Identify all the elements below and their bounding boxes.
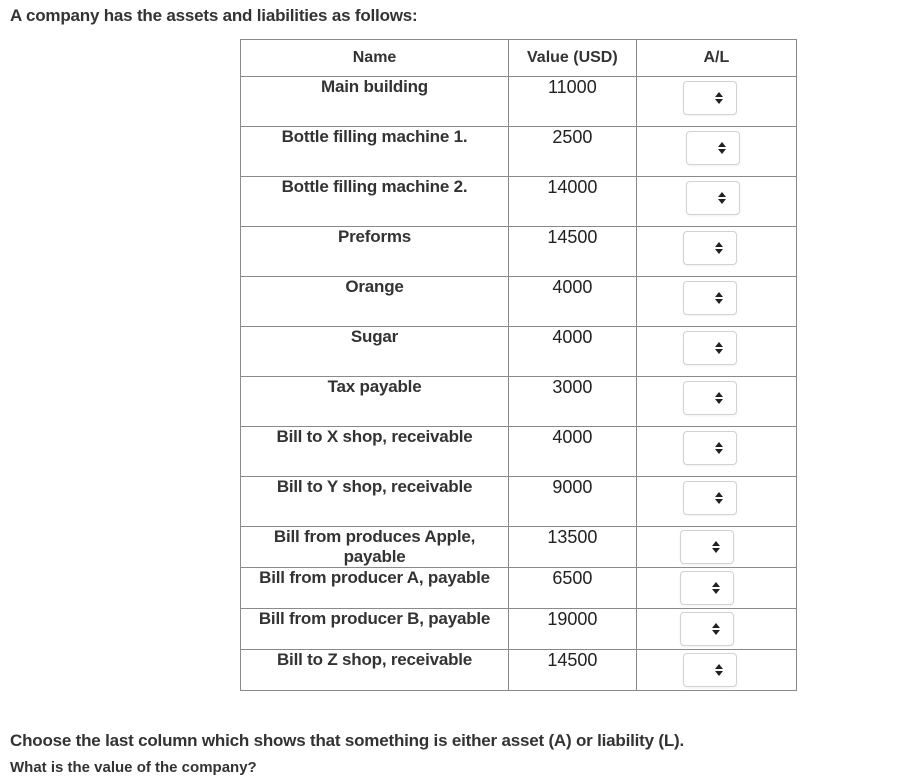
table-row bbox=[241, 527, 797, 568]
up-down-arrows-icon bbox=[715, 392, 723, 404]
al-select[interactable] bbox=[683, 281, 737, 315]
up-down-arrows-icon bbox=[718, 192, 726, 204]
question-text: What is the value of the company? bbox=[10, 759, 257, 776]
table-row bbox=[241, 427, 797, 477]
row-al-cell bbox=[636, 609, 796, 650]
row-name: Bottle filling machine 2. bbox=[241, 177, 509, 227]
table-row bbox=[241, 327, 797, 377]
row-al-cell bbox=[636, 227, 796, 277]
assets-liabilities-table bbox=[240, 39, 797, 691]
al-select[interactable] bbox=[683, 653, 737, 687]
al-select[interactable] bbox=[683, 481, 737, 515]
row-al-cell bbox=[636, 377, 796, 427]
row-name: Bill to Z shop, receivable bbox=[241, 650, 509, 691]
up-down-arrows-icon bbox=[715, 664, 723, 676]
row-value: 3000 bbox=[509, 377, 637, 427]
row-value: 14500 bbox=[509, 650, 637, 691]
row-al-cell bbox=[636, 77, 796, 127]
al-select[interactable] bbox=[680, 571, 734, 605]
up-down-arrows-icon bbox=[712, 582, 720, 594]
row-value: 4000 bbox=[509, 427, 637, 477]
row-value: 13500 bbox=[509, 527, 637, 568]
row-name: Bill to Y shop, receivable bbox=[241, 477, 509, 527]
row-name: Bottle filling machine 1. bbox=[241, 127, 509, 177]
instruction-text: Choose the last column which shows that something is either asset (A) or liability (L). bbox=[10, 731, 685, 750]
al-select[interactable] bbox=[683, 231, 737, 265]
row-value: 14000 bbox=[509, 177, 637, 227]
row-al-cell bbox=[636, 427, 796, 477]
row-name: Bill from produces Apple, payable bbox=[241, 527, 509, 568]
header-value-label: Value (USD) bbox=[527, 49, 618, 66]
table-header-row bbox=[241, 40, 797, 77]
row-name: Bill to X shop, receivable bbox=[241, 427, 509, 477]
row-al-cell bbox=[636, 527, 796, 568]
up-down-arrows-icon bbox=[715, 292, 723, 304]
up-down-arrows-icon bbox=[712, 541, 720, 553]
row-value: 11000 bbox=[509, 77, 637, 127]
up-down-arrows-icon bbox=[715, 442, 723, 454]
table-row bbox=[241, 568, 797, 609]
table-row bbox=[241, 377, 797, 427]
up-down-arrows-icon bbox=[715, 242, 723, 254]
al-select[interactable] bbox=[686, 181, 740, 215]
row-al-cell bbox=[636, 277, 796, 327]
al-select[interactable] bbox=[686, 131, 740, 165]
up-down-arrows-icon bbox=[715, 492, 723, 504]
row-value: 6500 bbox=[509, 568, 637, 609]
row-name: Sugar bbox=[241, 327, 509, 377]
row-value: 2500 bbox=[509, 127, 637, 177]
row-al-cell bbox=[636, 127, 796, 177]
row-value: 14500 bbox=[509, 227, 637, 277]
row-al-cell bbox=[636, 177, 796, 227]
al-select[interactable] bbox=[683, 81, 737, 115]
row-name: Preforms bbox=[241, 227, 509, 277]
up-down-arrows-icon bbox=[718, 142, 726, 154]
row-al-cell bbox=[636, 568, 796, 609]
row-name: Bill from producer B, payable bbox=[241, 609, 509, 650]
al-select[interactable] bbox=[680, 612, 734, 646]
up-down-arrows-icon bbox=[715, 342, 723, 354]
row-value: 9000 bbox=[509, 477, 637, 527]
row-value: 4000 bbox=[509, 327, 637, 377]
row-name: Orange bbox=[241, 277, 509, 327]
table-row bbox=[241, 77, 797, 127]
al-select[interactable] bbox=[683, 331, 737, 365]
row-name: Main building bbox=[241, 77, 509, 127]
table-row bbox=[241, 277, 797, 327]
al-select[interactable] bbox=[683, 381, 737, 415]
header-al: A/L bbox=[636, 40, 796, 77]
intro-text: A company has the assets and liabilities as follows: bbox=[10, 6, 418, 25]
al-select[interactable] bbox=[680, 530, 734, 564]
row-name: Bill from producer A, payable bbox=[241, 568, 509, 609]
up-down-arrows-icon bbox=[715, 92, 723, 104]
table-row bbox=[241, 609, 797, 650]
row-value: 4000 bbox=[509, 277, 637, 327]
row-al-cell bbox=[636, 327, 796, 377]
up-down-arrows-icon bbox=[712, 623, 720, 635]
header-name: Name bbox=[241, 40, 509, 77]
row-al-cell bbox=[636, 477, 796, 527]
table-row bbox=[241, 127, 797, 177]
header-value bbox=[509, 40, 637, 77]
al-select[interactable] bbox=[683, 431, 737, 465]
row-value: 19000 bbox=[509, 609, 637, 650]
table-row bbox=[241, 650, 797, 691]
table-row bbox=[241, 477, 797, 527]
table-row bbox=[241, 227, 797, 277]
row-al-cell bbox=[636, 650, 796, 691]
row-name: Tax payable bbox=[241, 377, 509, 427]
table-row bbox=[241, 177, 797, 227]
